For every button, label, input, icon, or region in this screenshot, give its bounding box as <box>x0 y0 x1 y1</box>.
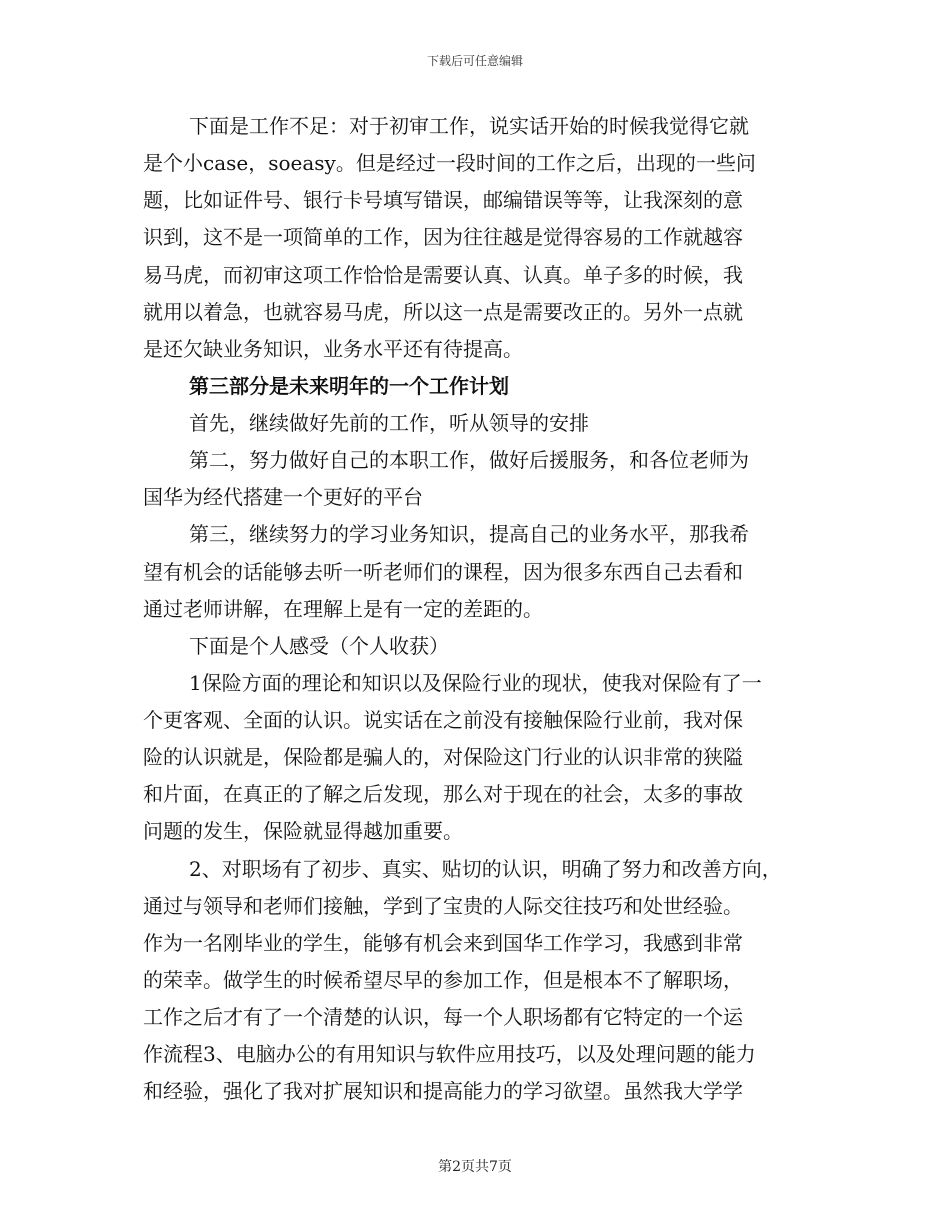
paragraph-line: 下面是个人感受（个人收获） <box>189 634 449 658</box>
paragraph-line: 工作之后才有了一个清楚的认识，每一个人职场都有它特定的一个运 <box>143 1005 743 1029</box>
page-header: 下载后可任意编辑 <box>426 54 523 68</box>
paragraph-line: 首先，继续做好先前的工作，听从领导的安排 <box>189 411 589 435</box>
paragraph-line: 通过老师讲解，在理解上是有一定的差距的。 <box>143 597 543 621</box>
paragraph-line: 作为一名刚毕业的学生，能够有机会来到国华工作学习，我感到非常 <box>143 931 743 955</box>
paragraph-line: 通过与领导和老师们接触，学到了宝贵的人际交往技巧和处世经验。 <box>143 894 743 918</box>
paragraph-line: 就用以着急，也就容易马虎，所以这一点是需要改正的。另外一点就 <box>143 300 743 324</box>
paragraph-line: 第三，继续努力的学习业务知识，提高自己的业务水平，那我希 <box>189 522 749 546</box>
paragraph-line: 险的认识就是，保险都是骗人的，对保险这门行业的认识非常的狭隘 <box>143 745 743 769</box>
paragraph-line: 下面是工作不足：对于初审工作，说实话开始的时候我觉得它就 <box>189 114 749 138</box>
paragraph-line: 和经验，强化了我对扩展知识和提高能力的学习欲望。虽然我大学学 <box>143 1079 743 1103</box>
paragraph-line: 望有机会的话能够去听一听老师们的课程，因为很多东西自己去看和 <box>143 560 743 584</box>
paragraph-line: 是个小case，soeasy。但是经过一段时间的工作之后，出现的一些问 <box>143 151 756 175</box>
paragraph-line: 识到，这不是一项简单的工作，因为往往越是觉得容易的工作就越容 <box>143 225 743 249</box>
paragraph-line: 1保险方面的理论和知识以及保险行业的现状，使我对保险有了一 <box>189 671 762 695</box>
paragraph-line: 是还欠缺业务知识，业务水平还有待提高。 <box>143 337 523 361</box>
paragraph-line: 易马虎，而初审这项工作恰恰是需要认真、认真。单子多的时候，我 <box>143 263 743 287</box>
paragraph-line: 的荣幸。做学生的时候希望尽早的参加工作，但是根本不了解职场， <box>143 968 743 992</box>
paragraph-line: 作流程3、电脑办公的有用知识与软件应用技巧，以及处理问题的能力 <box>143 1042 756 1066</box>
paragraph-line: 国华为经代搭建一个更好的平台 <box>143 485 423 509</box>
paragraph-line: 2、对职场有了初步、真实、贴切的认识，明确了努力和改善方向， <box>189 857 782 881</box>
paragraph-line: 个更客观、全面的认识。说实话在之前没有接触保险行业前，我对保 <box>143 708 743 732</box>
paragraph-line: 题，比如证件号、银行卡号填写错误，邮编错误等等，让我深刻的意 <box>143 188 743 212</box>
page-number: 第2页共7页 <box>438 1159 512 1175</box>
paragraph-line: 问题的发生，保险就显得越加重要。 <box>143 819 463 843</box>
section-heading: 第三部分是未来明年的一个工作计划 <box>189 374 509 398</box>
paragraph-line: 和片面，在真正的了解之后发现，那么对于现在的社会，太多的事故 <box>143 782 743 806</box>
paragraph-line: 第二，努力做好自己的本职工作，做好后援服务，和各位老师为 <box>189 448 749 472</box>
